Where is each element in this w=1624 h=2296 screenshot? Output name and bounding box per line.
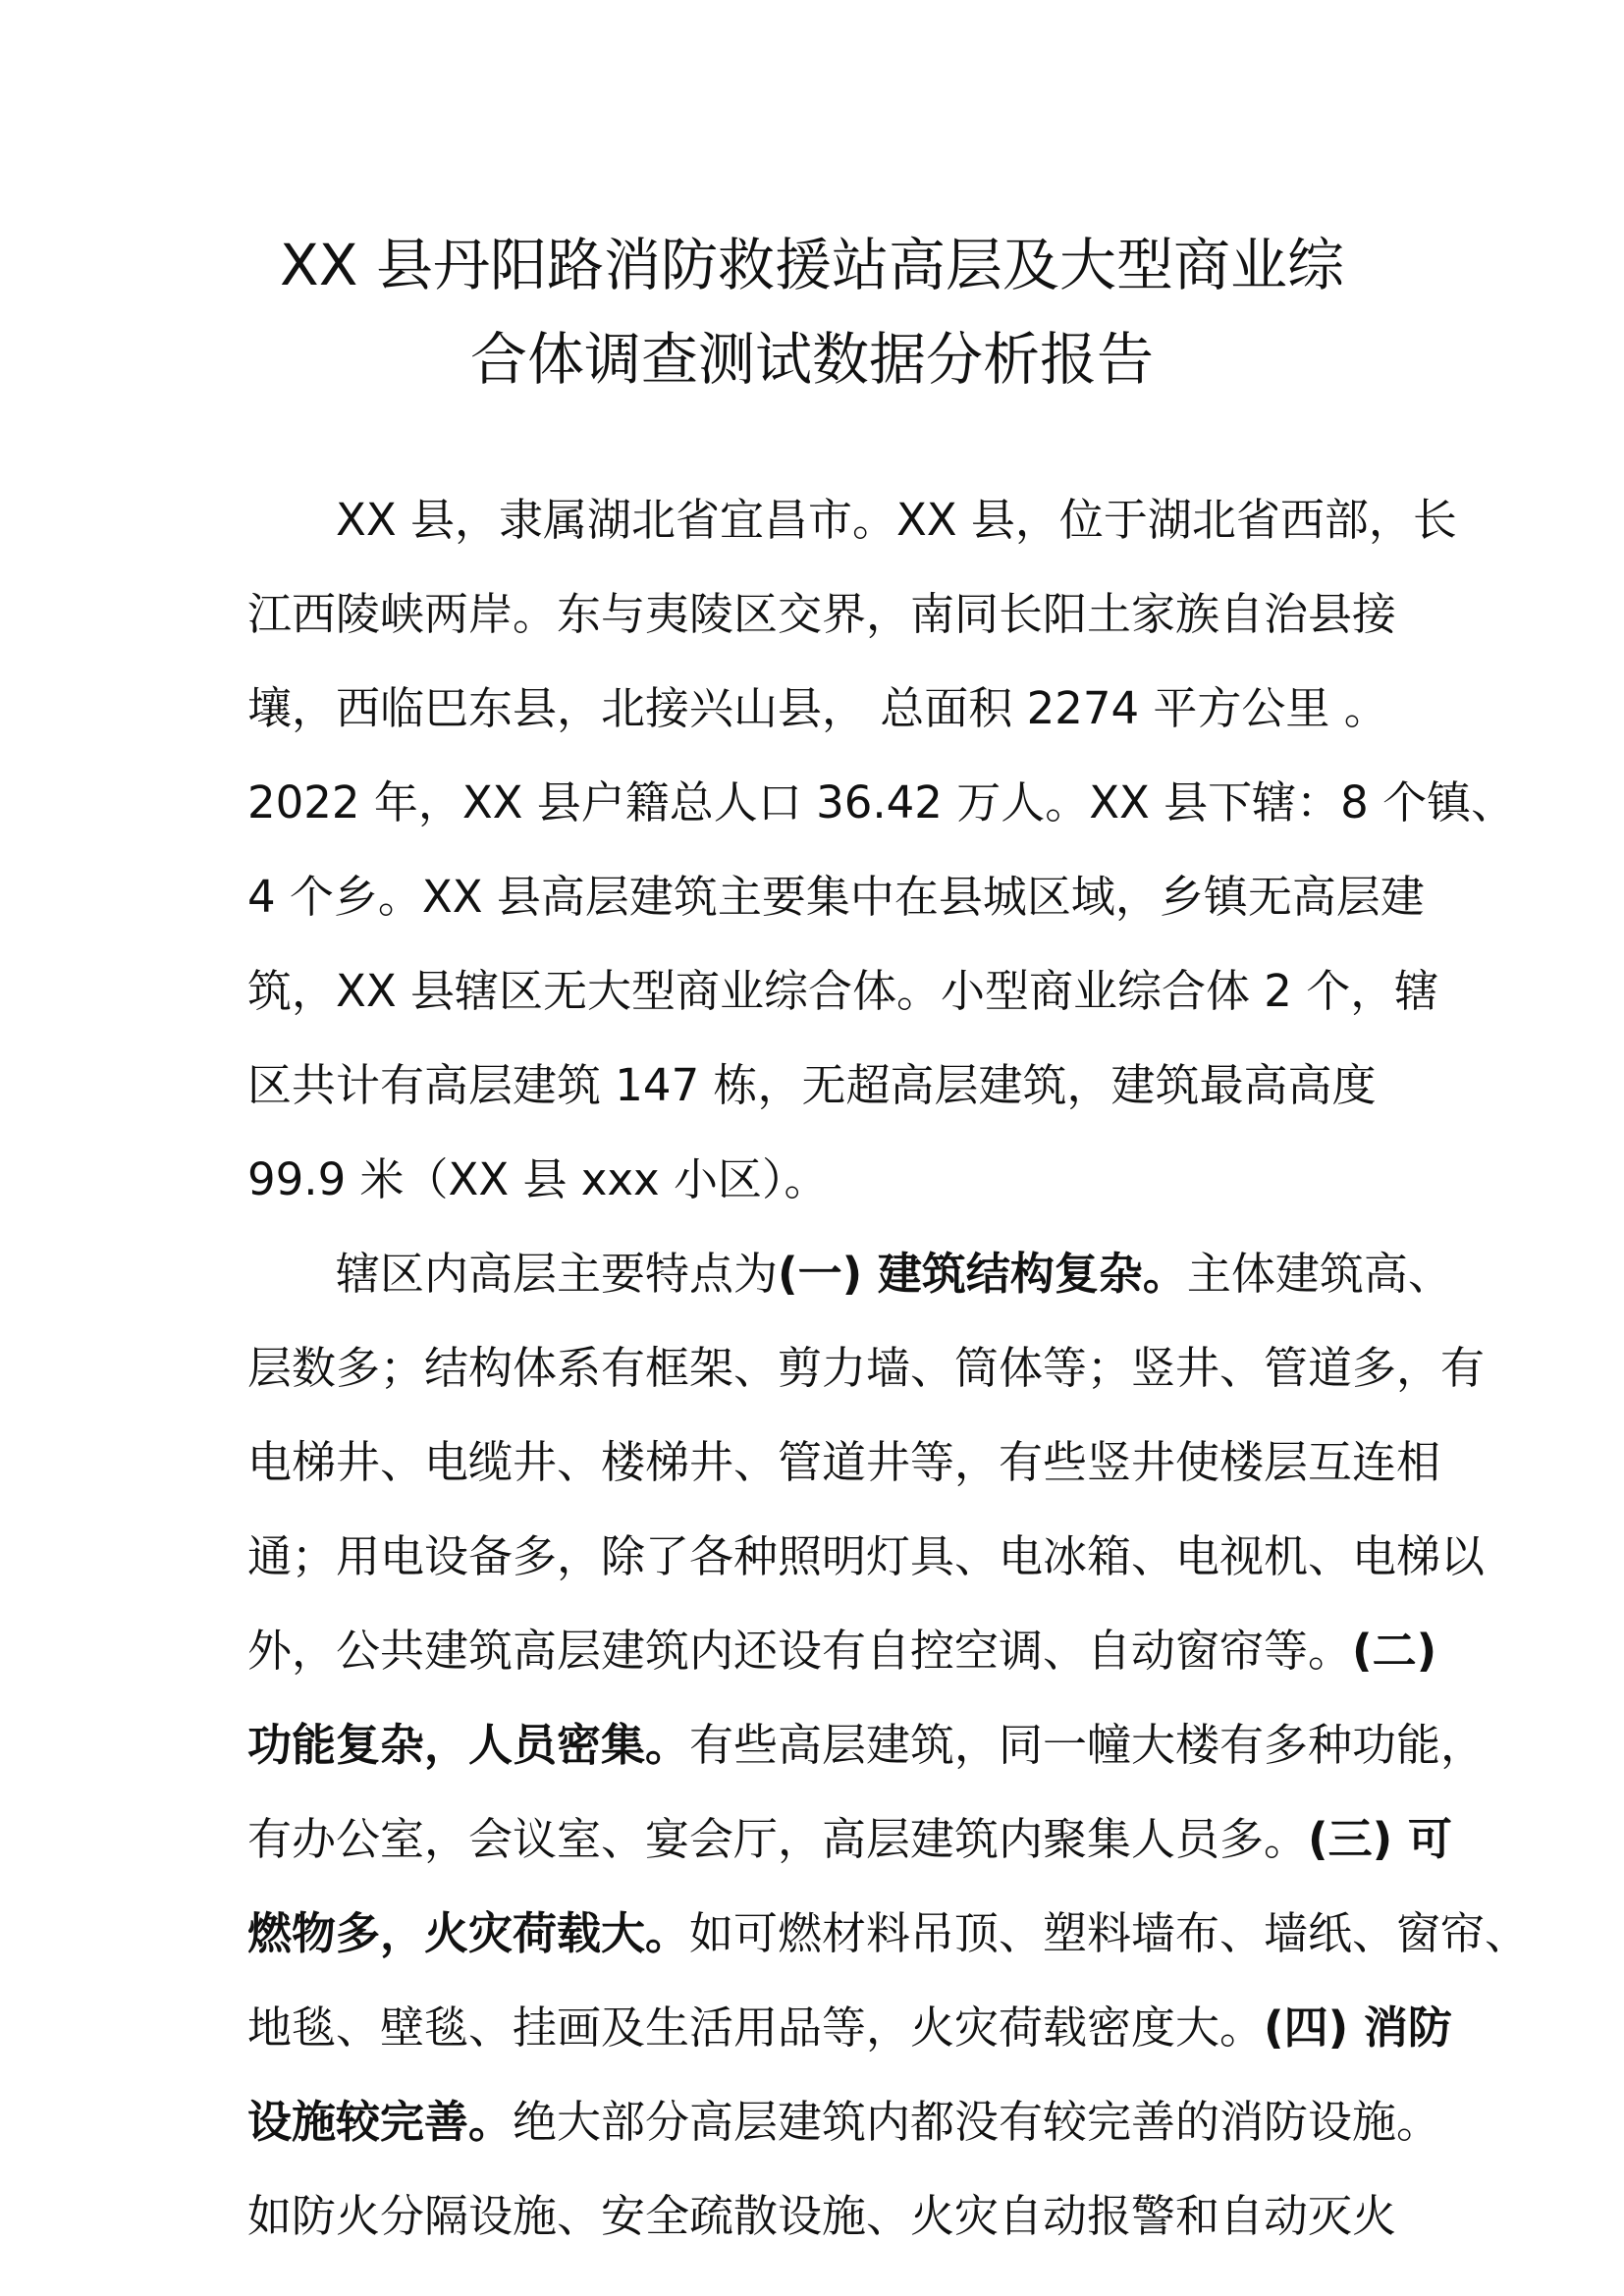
title-line-1: XX 县丹阳路消防救援站高层及大型商业综 bbox=[280, 232, 1344, 298]
paragraph-county-overview bbox=[247, 473, 1516, 1227]
paragraph-line: 层数多；结构体系有框架、剪力墙、筒体等；竖井、管道多，有 bbox=[247, 1342, 1486, 1394]
title-line-2: 合体调查测试数据分析报告 bbox=[469, 326, 1154, 393]
paragraph-line bbox=[247, 1604, 1437, 1698]
paragraph-line bbox=[247, 1227, 1452, 1321]
bold-heading: (四) 消防 bbox=[1264, 2002, 1452, 2054]
paragraph-line: 99.9 米（XX 县 xxx 小区）。 bbox=[247, 1153, 829, 1205]
paragraph-line: 通；用电设备多，除了各种照明灯具、电冰箱、电视机、电梯以 bbox=[247, 1530, 1486, 1582]
paragraph-line: 电梯井、电缆井、楼梯井、管道井等，有些竖井使楼层互连相 bbox=[247, 1436, 1441, 1488]
bold-heading: 燃物多，火灾荷载大。 bbox=[247, 1907, 690, 1959]
text-run: 主体建筑高、 bbox=[1186, 1248, 1452, 1300]
text-run: 有些高层建筑，同一幢大楼有多种功能， bbox=[689, 1719, 1486, 1771]
paragraph-line: 壤，西临巴东县，北接兴山县， 总面积 2274 平方公里 。 bbox=[247, 682, 1388, 734]
text-run: 外，公共建筑高层建筑内还设有自控空调、自动窗帘等。 bbox=[247, 1625, 1353, 1677]
paragraph-line: 如防火分隔设施、安全疏散设施、火灾自动报警和自动灭火 bbox=[247, 2190, 1397, 2242]
paragraph-line: 江西陵峡两岸。东与夷陵区交界，南同长阳土家族自治县接 bbox=[247, 588, 1397, 640]
paragraph-building-features bbox=[247, 1227, 1530, 2264]
paragraph-line bbox=[247, 2075, 1441, 2169]
bold-heading: (三) 可 bbox=[1308, 1813, 1452, 1865]
paragraph-line bbox=[247, 1887, 1530, 1981]
paragraph-line bbox=[247, 1792, 1452, 1887]
document-body bbox=[247, 473, 1530, 2264]
document-title bbox=[147, 218, 1477, 406]
paragraph-line: 区共计有高层建筑 147 栋，无超高层建筑，建筑最高高度 bbox=[247, 1059, 1377, 1111]
paragraph-line bbox=[247, 1698, 1486, 1792]
paragraph-line: XX 县，隶属湖北省宜昌市。XX 县，位于湖北省西部，长 bbox=[336, 494, 1457, 546]
text-run: 辖区内高层主要特点为 bbox=[336, 1248, 779, 1300]
paragraph-line bbox=[247, 1981, 1452, 2075]
paragraph-line: 筑，XX 县辖区无大型商业综合体。小型商业综合体 2 个，辖 bbox=[247, 965, 1439, 1017]
paragraph-line: 2022 年，XX 县户籍总人口 36.42 万人。XX 县下辖：8 个镇、 bbox=[247, 776, 1516, 828]
bold-heading: (二) bbox=[1352, 1625, 1437, 1677]
text-run: 如可燃材料吊顶、塑料墙布、墙纸、窗帘、 bbox=[689, 1907, 1530, 1959]
bold-heading: 设施较完善。 bbox=[247, 2096, 514, 2148]
paragraph-line: 4 个乡。XX 县高层建筑主要集中在县城区域，乡镇无高层建 bbox=[247, 871, 1425, 923]
bold-heading: (一) 建筑结构复杂。 bbox=[778, 1248, 1187, 1300]
text-run: 有办公室，会议室、宴会厅，高层建筑内聚集人员多。 bbox=[247, 1813, 1309, 1865]
bold-heading: 功能复杂，人员密集。 bbox=[247, 1719, 690, 1771]
text-run: 地毯、壁毯、挂画及生活用品等，火灾荷载密度大。 bbox=[247, 2002, 1265, 2054]
text-run: 绝大部分高层建筑内都没有较完善的消防设施。 bbox=[513, 2096, 1441, 2148]
